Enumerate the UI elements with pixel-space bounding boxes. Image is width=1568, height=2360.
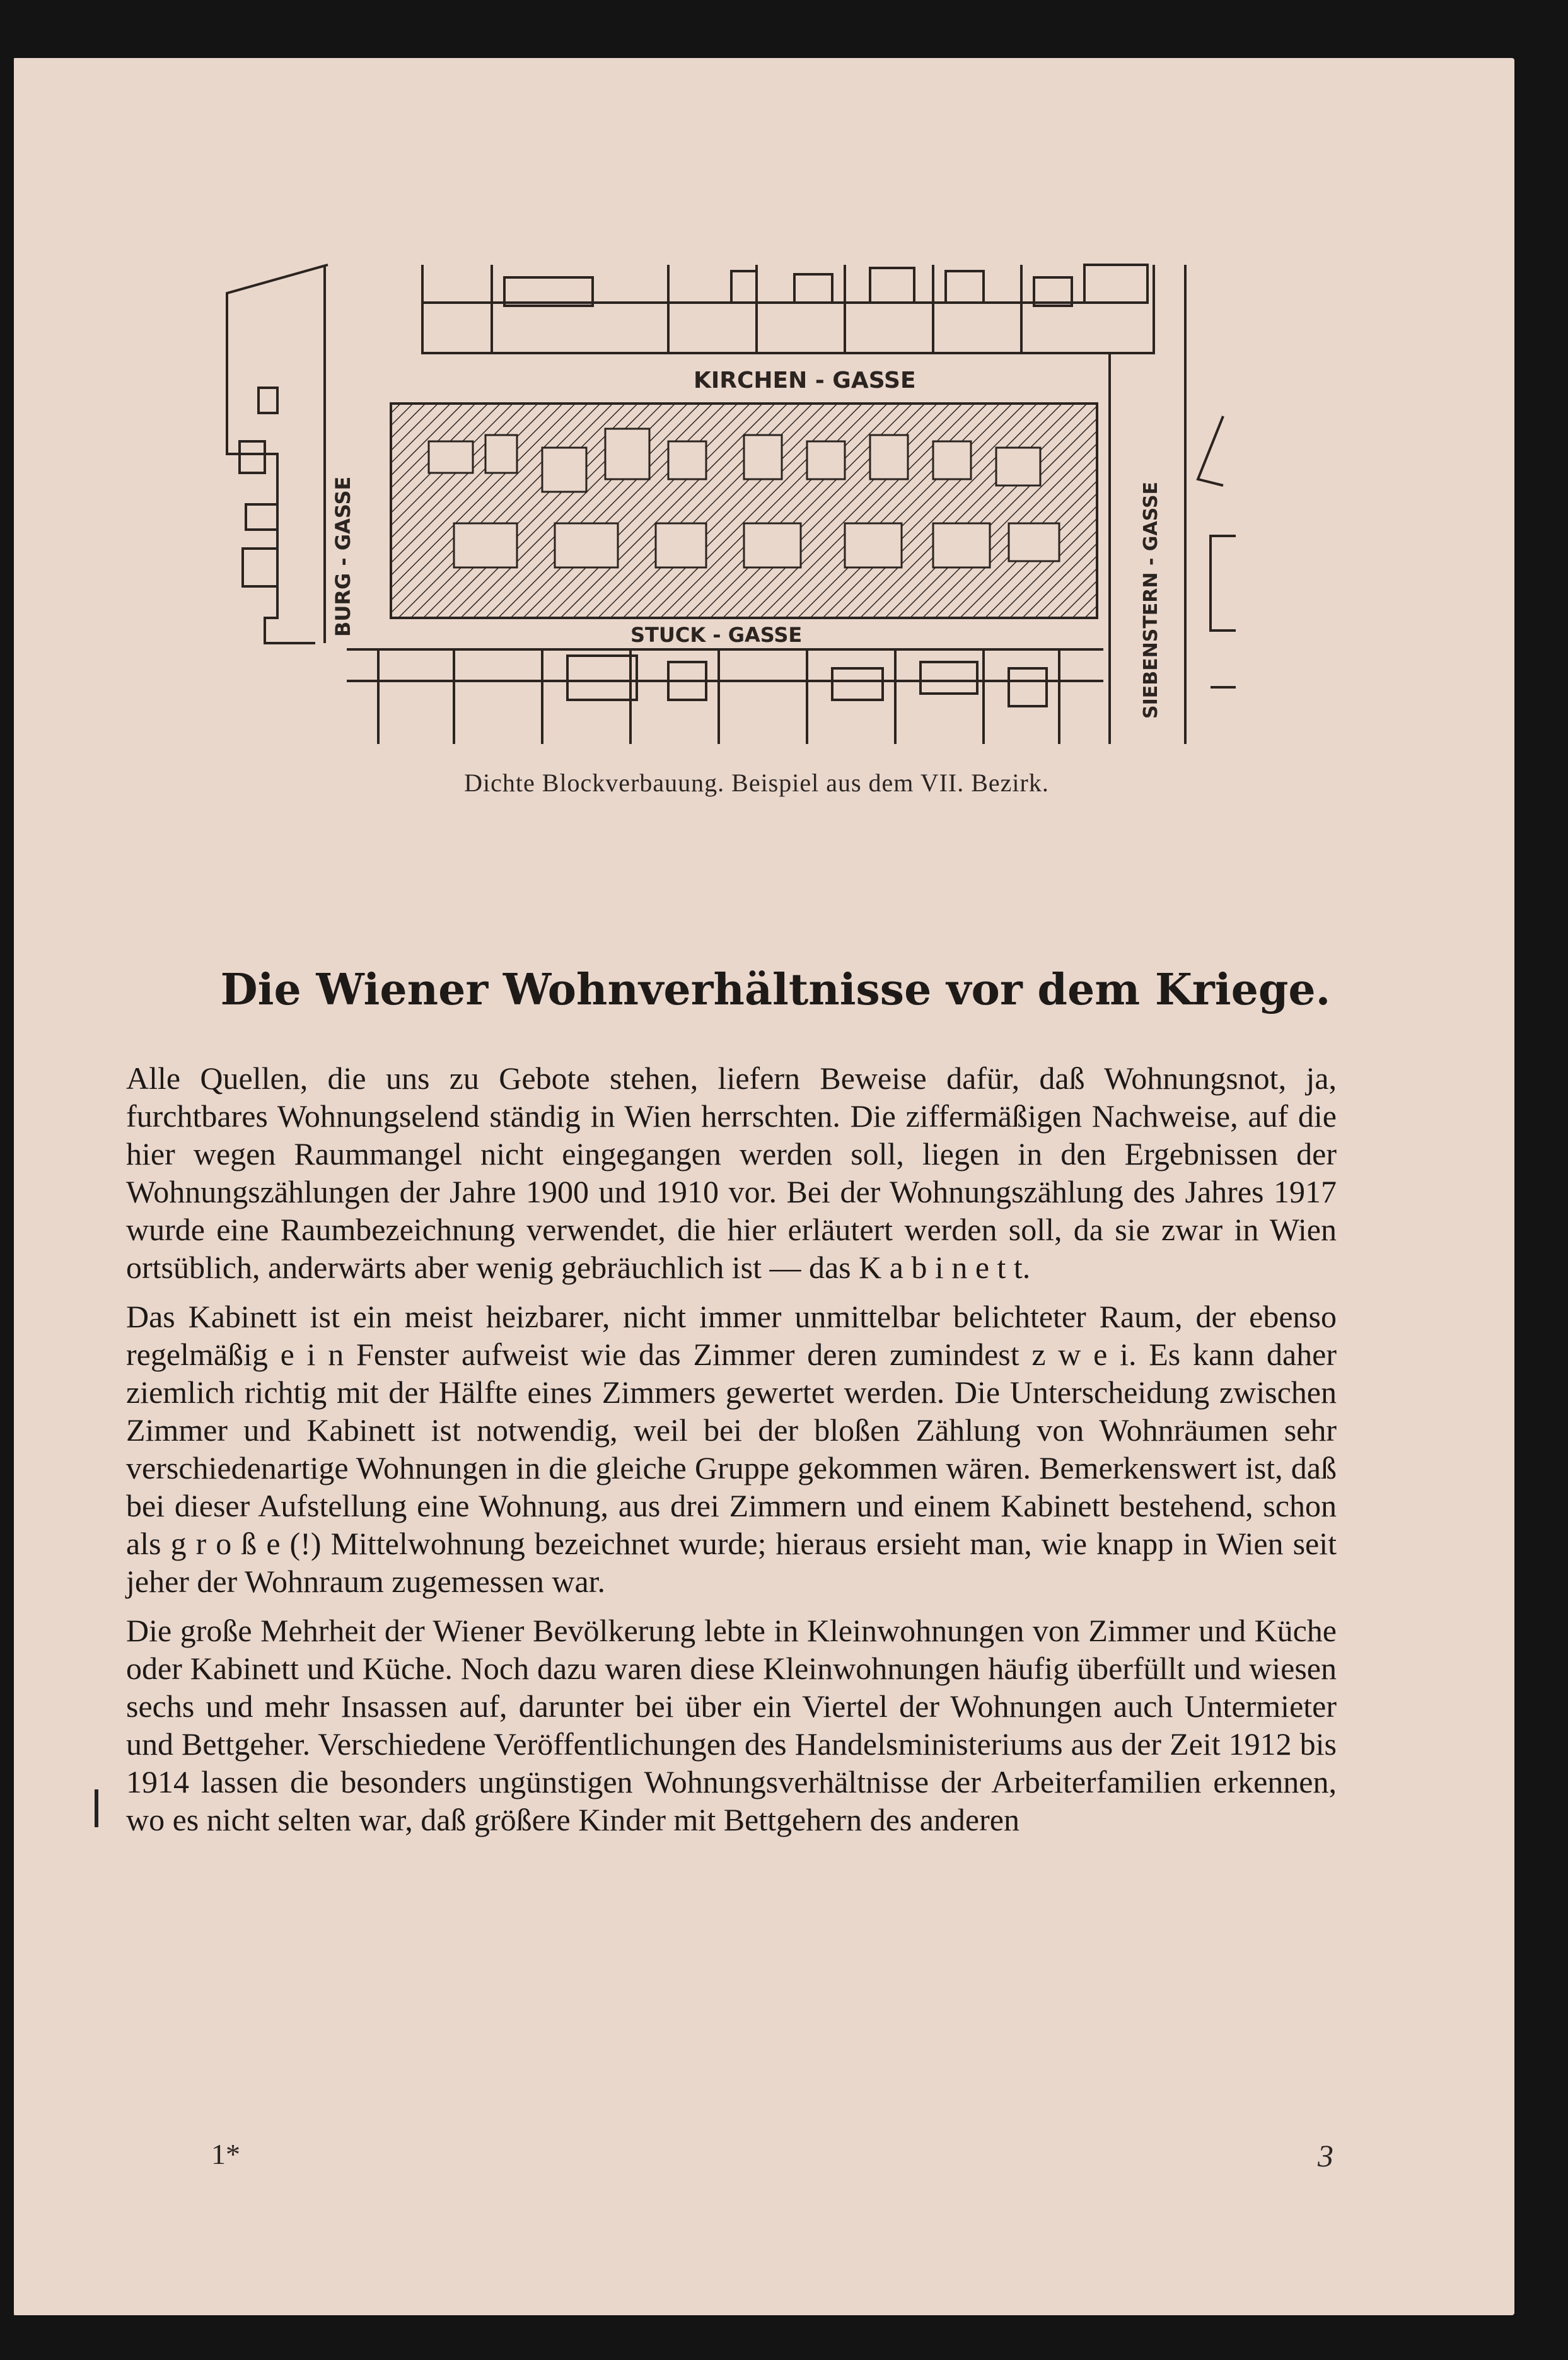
body-text <box>126 1059 1337 1850</box>
kirchen-gasse-label: KIRCHEN - GASSE <box>694 368 916 393</box>
margin-mark <box>95 1789 98 1827</box>
burg-gasse-label: BURG - GASSE <box>331 476 355 637</box>
paragraph: Alle Quellen, die uns zu Gebote stehen, liefern Beweise dafür, daß Wohnungsnot, ja, furchtbares Wohnungselend ständig in Wien herrschten. Die ziffermäßigen Nachweise, auf die hier wegen Raummangel nicht eingegangen werden soll, liegen in den Ergebnissen der Wohnungszählungen der Jahre 1900 und 1910 vor. Bei der Wohnungszählung des Jahres 1917 wurde eine Raumbezeichnung verwendet, die hier erläutert werden soll, da sie zwar in Wien ortsüblich, anderwärts aber wenig gebräuchlich ist — das K a b i n e t t. <box>126 1061 1337 1285</box>
paragraph: Das Kabinett ist ein meist heizbarer, nicht immer unmittelbar belichteter Raum, der ebenso regelmäßig e i n Fenster aufweist wie das Zimmer deren zumindest z w e i. Es kann daher ziemlich richtig mit der Hälfte eines Zimmers gewertet werden. Die Unterscheidung zwischen Zimmer und Kabinett ist notwendig, weil bei der bloßen Zählung von Wohnräumen sehr verschiedenartige Wohnungen in die gleiche Gruppe gekommen wären. Bemerkenswert ist, daß bei dieser Aufstellung eine Wohnung, aus drei Zimmern und einem Kabinett bestehend, schon als g r o ß e (!) Mittelwohnung bezeichnet wurde; hieraus ersieht man, wie knapp in Wien seit jeher der Wohnraum zugemessen war. <box>126 1299 1337 1599</box>
paragraph: Die große Mehrheit der Wiener Bevölkerung lebte in Kleinwohnungen von Zimmer und Küche oder Kabinett und Küche. Noch dazu waren diese Kleinwohnungen häufig überfüllt und wiesen sechs und mehr Insassen auf, darunter bei über ein Viertel der Wohnungen auch Untermieter und Bettgeher. Verschiedene Veröffentlichungen des Handelsministeriums aus der Zeit 1912 bis 1914 lassen die besonders ungünstigen Wohnungsverhältnisse der Arbeiterfamilien erkennen, wo es nicht selten war, daß größere Kinder mit Bettgehern des anderen <box>126 1613 1337 1837</box>
section-heading: Die Wiener Wohnverhältnisse vor dem Kriege. <box>220 965 1331 1015</box>
figure-caption: Dichte Blockverbauung. Beispiel aus dem VII. Bezirk. <box>464 769 1049 797</box>
siebenstern-gasse-label: SIEBENSTERN - GASSE <box>1140 481 1162 719</box>
block-map-figure <box>189 252 1261 757</box>
page-number: 3 <box>1318 2138 1333 2173</box>
block-map-drawing <box>189 252 1261 757</box>
stuck-gasse-label: STUCK - GASSE <box>630 623 803 647</box>
signature-mark: 1* <box>211 2138 240 2170</box>
